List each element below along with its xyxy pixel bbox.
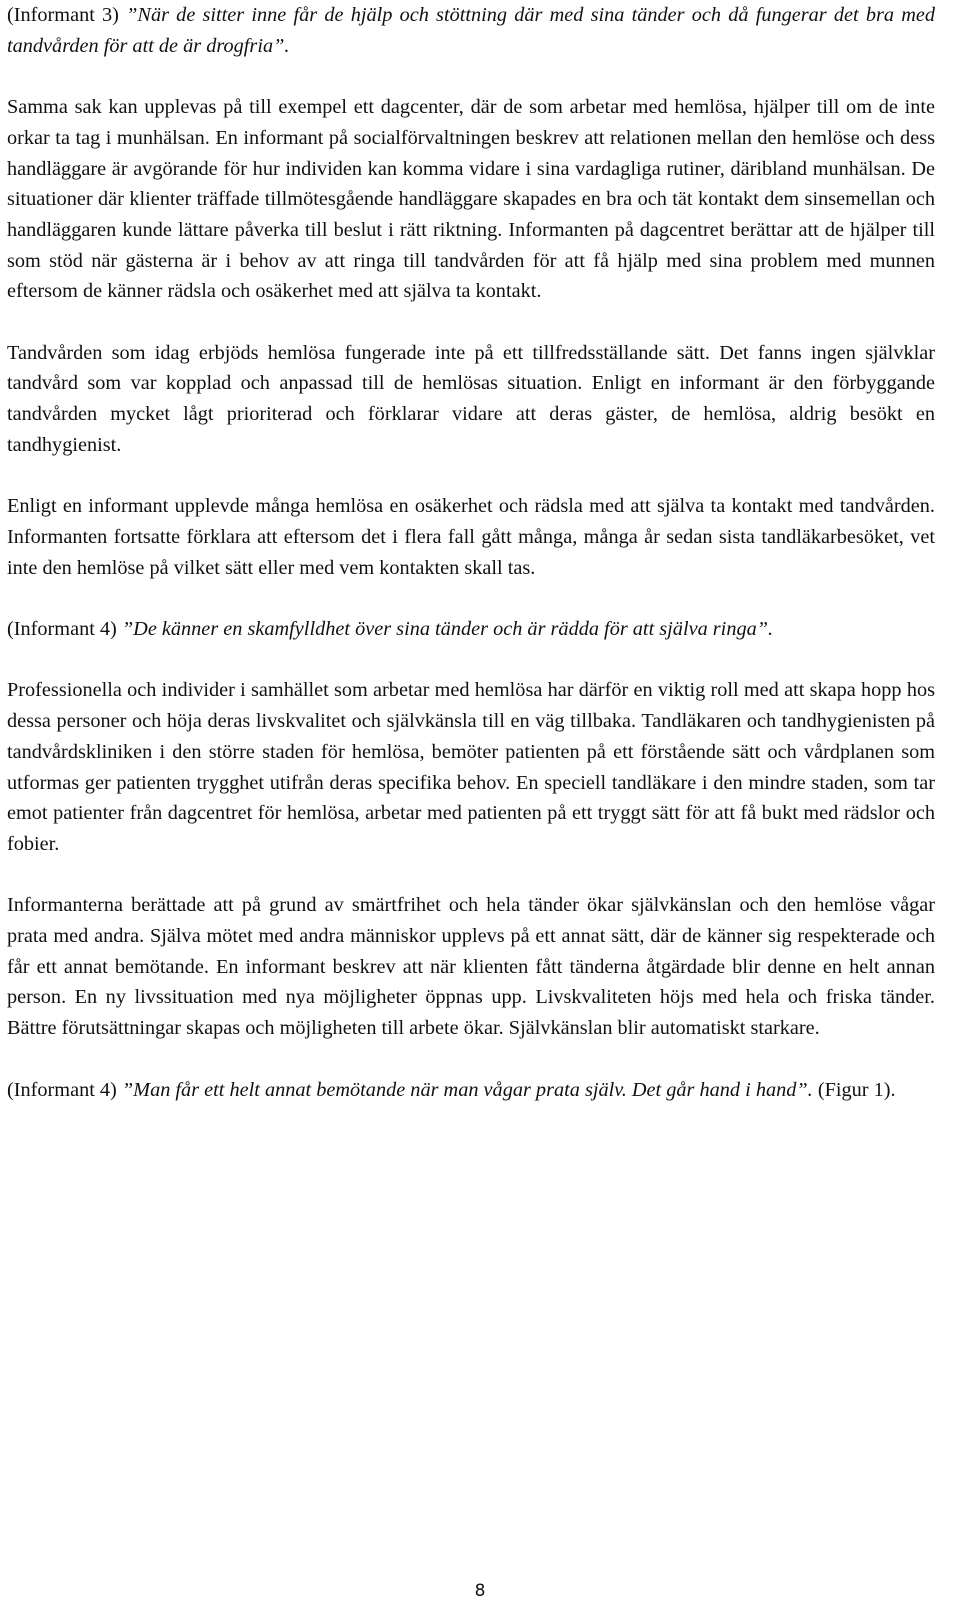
body-paragraph: Informanterna berättade att på grund av smärtfrihet och hela tänder ökar självkänslan och den hemlöse vågar prata med andra. Själva mötet med andra människor upplevs på ett annat sätt, där de känner sig respekterade och får ett annat bemötande. En informant beskrev att när klienten fått tänderna åtgärdade blir denne en helt annan person. En ny livssituation med nya möjligheter öppnas upp. Livskvaliteten höjs med hela och friska tänder. Bättre förutsättningar skapas och möjligheten till arbete ökar. Självkänslan blir automatiskt starkare. [7,894,935,1040]
quote-text: ”Man får ett helt annat bemötande när man vågar prata själv. Det går hand i hand”. [121,1078,813,1101]
quote-informant-4 [7,614,935,645]
figure-reference: (Figur 1). [812,1078,896,1101]
quote-text: ”När de sitter inne får de hjälp och stöttning där med sina tänder och då fungerar det bra med tandvården för att de är drogfria”. [7,4,935,57]
body-paragraph: Tandvården som idag erbjöds hemlösa fungerade inte på ett tillfredsställande sätt. Det fanns ingen självklar tandvård som var kopplad och anpassad till de hemlösas situation. Enligt en informant är den förbyggande tandvården mycket lågt prioriterad och förklarar vidare att deras gäster, de hemlösa, aldrig besökt en tandhygienist. [7,341,935,456]
quote-informant-4-figure-ref [7,1075,935,1106]
quote-informant-3 [7,0,935,61]
body-paragraph: Enligt en informant upplevde många hemlösa en osäkerhet och rädsla med att själva ta kontakt med tandvården. Informanten fortsatte förklara att eftersom det i flera fall gått många, många år sedan sista tandläkarbesöket, vet inte den hemlöse på vilket sätt eller med vem kontakten skall tas. [7,495,935,579]
body-paragraph: Professionella och individer i samhället som arbetar med hemlösa har därför en viktig roll med att skapa hopp hos dessa personer och höja deras livskvalitet och självkänsla till en väg tillbaka. Tandläkaren och tandhygienisten på tandvårdskliniken i den större staden för hemlösa, bemöter patienten på ett förstående sätt och vårdplanen som utformas ger patienten trygghet utifrån deras specifika behov. En speciell tandläkare i den mindre staden, som tar emot patienter från dagcentret för hemlösa, arbetar med patienten på ett tryggt sätt för att få bukt med rädslor och fobier. [7,679,935,855]
page-number: 8 [474,1581,486,1601]
quote-label: (Informant 4) [7,618,122,640]
quote-text: ”De känner en skamfylldhet över sina tänder och är rädda för att själva ringa”. [121,618,774,640]
document-page [7,0,935,1105]
quote-label: (Informant 4) [7,1078,122,1101]
body-paragraph: Samma sak kan upplevas på till exempel ett dagcenter, där de som arbetar med hemlösa, hjälper till om de inte orkar ta tag i munhälsan. En informant på socialförvaltningen beskrev att relationen mellan den hemlöse och dess handläggare är avgörande för hur individen kan komma vidare i sina vardagliga rutiner, däribland munhälsan. De situationer där klienter träffade tillmötesgående handläggare skapades en bra och tät kontakt dem sinsemellan och handläggaren kunde lättare påverka till beslut i rätt riktning. Informanten på dagcentret berättar att de hjälper till som stöd när gästerna är i behov av att ringa till tandvården för att få hjälp med sina problem med munnen eftersom de känner rädsla och osäkerhet med att själva ta kontakt. [7,96,935,303]
quote-label: (Informant 3) [7,4,127,26]
